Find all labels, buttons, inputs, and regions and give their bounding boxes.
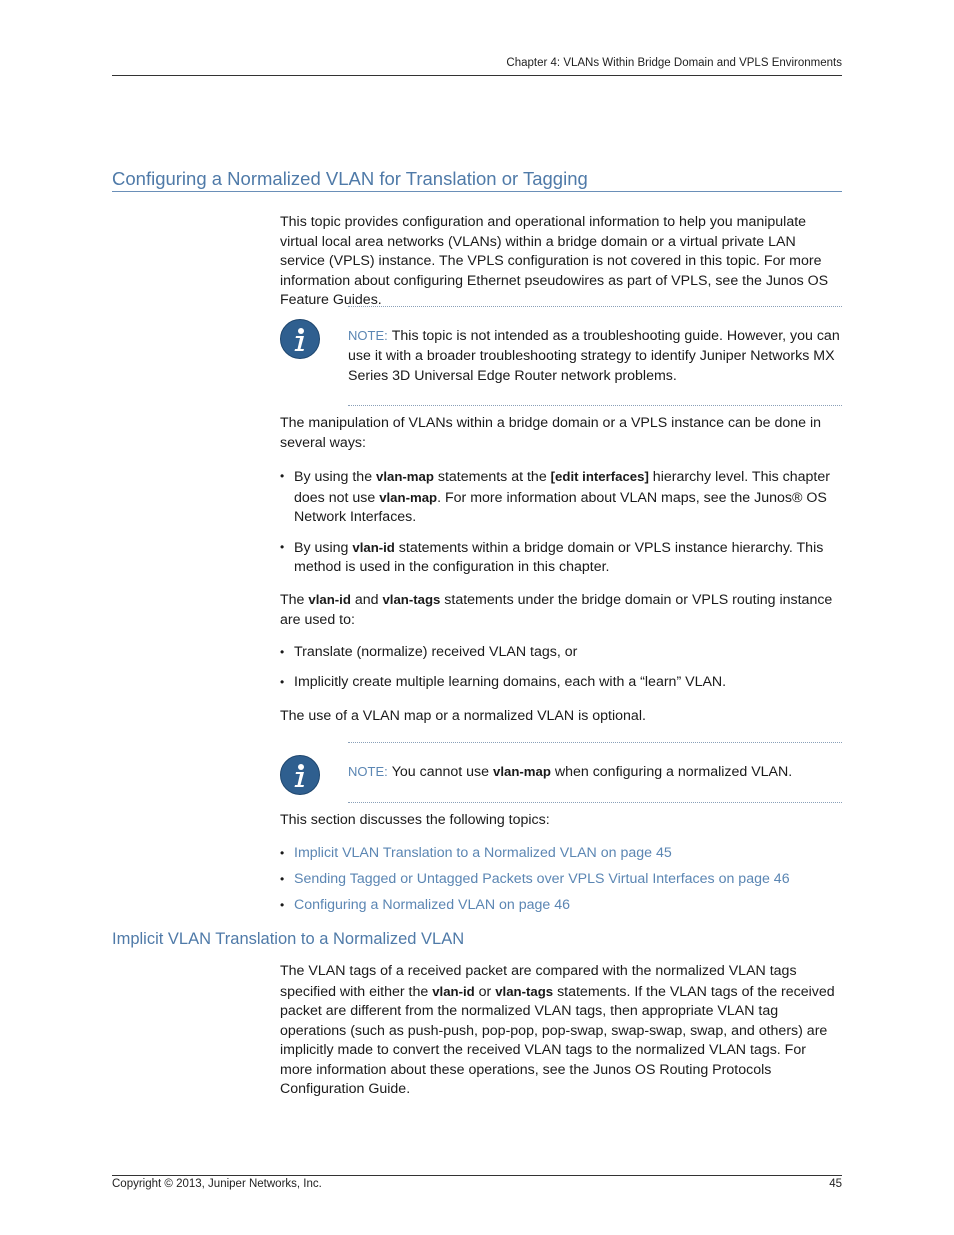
list-item-text: By using the	[294, 469, 377, 485]
topics-intro-text: This section discusses the following topics:	[280, 812, 550, 828]
list-item	[280, 467, 842, 528]
running-head: Chapter 4: VLANs Within Bridge Domain and VPLS Environments	[506, 57, 842, 69]
note-text: when configuring a normalized VLAN.	[550, 764, 793, 780]
topic-link[interactable]: Implicit VLAN Translation to a Normalized VLAN on page 45	[294, 845, 672, 861]
paragraph-text: The VLAN tags of a received packet are compared with the normalized VLAN tags specified with either the	[280, 963, 797, 1000]
note-label: NOTE:	[348, 764, 388, 779]
optional-paragraph	[280, 707, 842, 727]
code-term: vlan-map	[376, 469, 434, 484]
footer-rule	[112, 1175, 842, 1176]
statements-paragraph	[280, 590, 842, 630]
list-item: • Implicitly create multiple learning domains, each with a “learn” VLAN.	[280, 673, 842, 693]
paragraph-text: statements under the bridge domain or VPLS routing instance are used to:	[280, 592, 833, 628]
footer-copyright: Copyright © 2013, Juniper Networks, Inc.	[112, 1178, 322, 1190]
list-item	[280, 896, 842, 916]
code-term: vlan-map	[492, 764, 551, 779]
note-label: NOTE:	[348, 328, 388, 343]
section-title: Configuring a Normalized VLAN for Translation or Tagging	[112, 168, 842, 192]
paragraph-text: statements. If the VLAN tags of the received packet are different from the normalized VLAN tags, then appropriate VLAN tag operations (such as push-push, pop-pop, pop-swap, swap-swap, swap, and others) are implicitly made to convert the received VLAN tags to the normalized VLAN tags. For more information about these operations, see the Junos OS Routing Protocols Configuration Guide.	[280, 983, 835, 1097]
list-item	[280, 538, 842, 578]
list-item-text: hierarchy level. This chapter does not use	[294, 469, 830, 506]
statements-list	[280, 643, 842, 692]
code-term: [edit interfaces]	[550, 469, 649, 484]
code-term: vlan-tags	[382, 592, 441, 607]
note-box	[348, 742, 842, 803]
note-text: You cannot use	[391, 764, 493, 780]
list-item-text: . For more information about VLAN maps, see the Junos® OS Network Interfaces.	[294, 489, 827, 525]
manipulation-list	[280, 467, 842, 578]
intro-text: This topic provides configuration and operational information to help you manipulate virtual local area networks (VLANs) within a bridge domain or a virtual private LAN service (VPLS) instance. The VPLS configuration is not covered in this topic. For more information about configuring Ethernet pseudowires as part of VPLS, see the Junos OS Feature Guides.	[280, 214, 829, 308]
topics-list	[280, 844, 842, 916]
subsection-paragraph	[280, 962, 842, 1100]
note-content	[348, 743, 842, 783]
optional-text: The use of a VLAN map or a normalized VLAN is optional.	[280, 708, 646, 724]
header-rule	[112, 75, 842, 76]
code-term: vlan-id	[432, 983, 475, 999]
manipulation-paragraph	[280, 414, 842, 453]
note-box	[348, 306, 842, 406]
topic-link[interactable]: Sending Tagged or Untagged Packets over VPLS Virtual Interfaces on page 46	[294, 871, 790, 887]
list-item-text: By using	[294, 539, 353, 556]
info-icon	[280, 755, 320, 795]
note-content	[348, 307, 842, 386]
topic-link[interactable]: Configuring a Normalized VLAN on page 46	[294, 897, 571, 913]
info-icon	[280, 319, 320, 359]
list-item-text: statements within a bridge domain or VPLS instance hierarchy. This method is used in the configuration in this chapter.	[294, 539, 824, 575]
intro-paragraph	[280, 213, 842, 311]
list-item: • Translate (normalize) received VLAN tags, or	[280, 643, 842, 663]
note-text: This topic is not intended as a troubleshooting guide. However, you can use it with a broader troubleshooting strategy to identify Juniper Networks MX Series 3D Universal Edge Router network problems.	[348, 328, 840, 384]
paragraph-text: The	[280, 592, 309, 608]
code-term: vlan-map	[379, 489, 438, 505]
page-number: 45	[829, 1178, 842, 1190]
list-item	[280, 870, 842, 890]
subsection-title: Implicit VLAN Translation to a Normalized VLAN	[112, 930, 465, 948]
topics-intro	[280, 811, 842, 831]
paragraph-text: and	[350, 592, 383, 608]
code-term: vlan-id	[352, 539, 395, 555]
code-term: vlan-id	[308, 592, 351, 607]
paragraph-text: or	[474, 983, 496, 1000]
list-item	[280, 844, 842, 864]
manipulation-text: The manipulation of VLANs within a bridge domain or a VPLS instance can be done in several ways:	[280, 415, 822, 451]
code-term: vlan-tags	[495, 983, 554, 999]
list-item-text: statements at the	[433, 469, 551, 485]
